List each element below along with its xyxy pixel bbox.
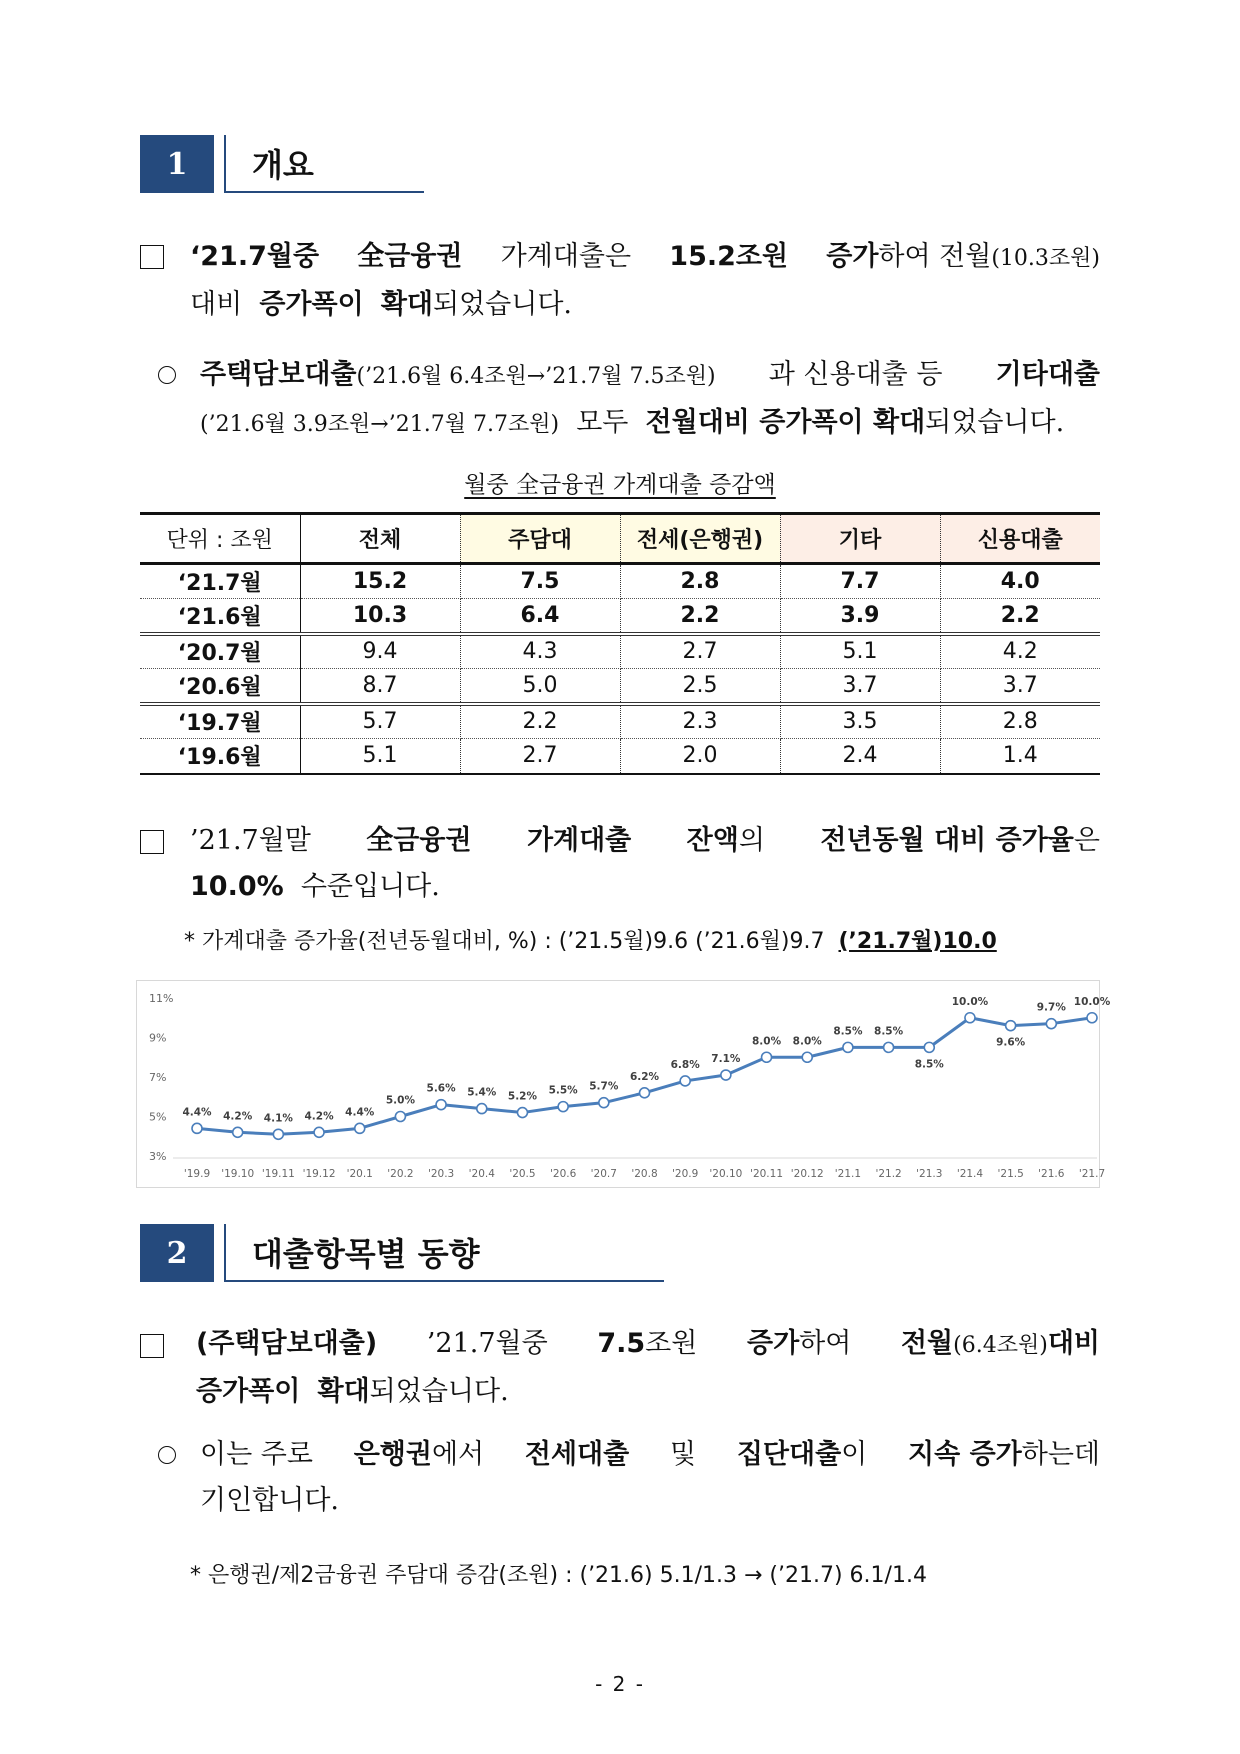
- data-point: [884, 1042, 894, 1052]
- y-tick-label: 5%: [149, 1110, 167, 1124]
- data-point: [843, 1042, 853, 1052]
- table-row: ‘21.7월 15.2 7.5 2.8 7.7 4.0: [140, 564, 1100, 599]
- data-point: [1087, 1013, 1097, 1023]
- data-point: [965, 1013, 975, 1023]
- data-point: [355, 1123, 365, 1133]
- paragraph-overview-1: ‘21.7월중 全금융권 가계대출은 15.2조원 증가하여 전월(10.3조원) 대비 증가폭이 확대되었습니다.: [190, 241, 1100, 320]
- data-label: 4.1%: [263, 1112, 293, 1125]
- section-2-heading: [140, 1224, 664, 1282]
- x-tick-label: '20.10: [709, 1168, 743, 1180]
- paragraph-overview-2: 주택담보대출(’21.6월 6.4조원→’21.7월 7.5조원) 과 신용대출 등 기타대출 (’21.6월 3.9조원→’21.7월 7.7조원) 모두 전월대비 증가폭이 확대되었습니다.: [200, 359, 1100, 438]
- data-label: 8.5%: [874, 1025, 904, 1038]
- data-point: [233, 1127, 243, 1137]
- data-label: 7.1%: [711, 1053, 741, 1066]
- data-point: [273, 1129, 283, 1139]
- data-label: 6.8%: [670, 1058, 700, 1071]
- y-tick-label: 7%: [149, 1071, 167, 1084]
- page-number: - 2 -: [595, 1672, 645, 1696]
- data-point: [477, 1104, 487, 1114]
- y-tick-label: 3%: [149, 1150, 167, 1163]
- mortgage-note: * 은행권/제2금융권 주담대 증감(조원) : (’21.6) 5.1/1.3 → (’21.7) 6.1/1.4: [190, 1563, 927, 1588]
- data-label: 8.5%: [914, 1058, 944, 1071]
- data-label: 5.7%: [589, 1080, 619, 1093]
- data-point: [640, 1088, 650, 1098]
- data-label: 4.4%: [345, 1106, 375, 1119]
- x-tick-label: '20.6: [550, 1168, 577, 1180]
- data-label: 8.5%: [833, 1025, 863, 1038]
- data-label: 10.0%: [951, 995, 989, 1008]
- x-tick-label: '20.8: [631, 1168, 658, 1180]
- data-label: 9.7%: [1036, 1001, 1066, 1014]
- data-label: 4.2%: [304, 1110, 334, 1123]
- data-label: 9.6%: [996, 1036, 1026, 1049]
- data-label: 5.5%: [548, 1084, 578, 1097]
- x-tick-label: '20.1: [346, 1168, 373, 1180]
- data-point: [924, 1042, 934, 1052]
- data-point: [192, 1123, 202, 1133]
- data-point: [721, 1070, 731, 1080]
- table-row: ‘19.7월 5.7 2.2 2.3 3.5 2.8: [140, 704, 1100, 739]
- table-header-jeonse: 전세(은행권): [620, 514, 780, 564]
- data-label: 8.0%: [751, 1035, 782, 1048]
- x-tick-label: '19.12: [302, 1168, 336, 1180]
- growth-rate-note: * 가계대출 증가율(전년동월대비, %) : (’21.5월)9.6 (’21.6월)9.7 (’21.7월)10.0: [184, 929, 997, 954]
- table-header-unit: 단위 : 조원: [140, 514, 300, 564]
- data-point: [802, 1052, 812, 1062]
- section-title: 대출항목별 동향: [252, 1235, 480, 1273]
- data-point: [680, 1076, 690, 1086]
- circle-bullet-icon: [158, 366, 176, 384]
- x-tick-label: '20.4: [468, 1168, 495, 1180]
- growth-rate-chart: [136, 980, 1111, 1188]
- section-number: 1: [140, 135, 214, 193]
- data-point: [599, 1098, 609, 1108]
- data-label: 10.0%: [1073, 995, 1111, 1008]
- table-header-credit: 신용대출: [940, 514, 1100, 564]
- x-tick-label: '20.11: [750, 1168, 784, 1180]
- x-tick-label: '20.5: [509, 1168, 536, 1180]
- x-tick-label: '21.1: [834, 1168, 862, 1180]
- x-tick-label: '19.10: [221, 1168, 255, 1180]
- chart-svg: [137, 981, 1111, 1187]
- data-label: 4.2%: [223, 1110, 253, 1123]
- circle-bullet-icon: [158, 1446, 176, 1464]
- table-row: ‘19.6월 5.1 2.7 2.0 2.4 1.4: [140, 739, 1100, 774]
- data-label: 8.0%: [792, 1035, 822, 1048]
- table-title: 월중 全금융권 가계대출 증감액: [464, 472, 776, 498]
- y-tick-label: 11%: [149, 992, 174, 1005]
- data-label: 5.4%: [467, 1086, 497, 1099]
- checkbox-square-icon: [140, 830, 164, 854]
- section-title: 개요: [252, 146, 314, 184]
- data-point: [558, 1102, 568, 1112]
- table-row: ‘21.6월 10.3 6.4 2.2 3.9 2.2: [140, 599, 1100, 634]
- y-tick-label: 9%: [149, 1031, 167, 1045]
- section-number: 2: [140, 1224, 214, 1282]
- x-tick-label: '19.9: [183, 1168, 211, 1180]
- x-tick-label: '21.3: [916, 1168, 943, 1180]
- data-label: 5.0%: [385, 1094, 415, 1107]
- checkbox-square-icon: [140, 245, 164, 269]
- paragraph-growth-rate: ’21.7월말 全금융권 가계대출 잔액의 전년동월 대비 증가율은 10.0% 수준입니다.: [190, 825, 1100, 902]
- data-point: [1046, 1019, 1056, 1029]
- data-point: [436, 1100, 446, 1110]
- table-header-mortgage: 주담대: [460, 514, 620, 564]
- x-tick-label: '20.12: [790, 1168, 824, 1180]
- x-tick-label: '20.9: [672, 1168, 699, 1180]
- x-tick-label: '20.2: [387, 1168, 414, 1180]
- data-point: [395, 1112, 405, 1122]
- x-tick-label: '20.3: [427, 1168, 455, 1180]
- x-tick-label: '21.6: [1038, 1168, 1065, 1180]
- x-tick-label: '21.2: [875, 1168, 902, 1180]
- x-tick-label: '20.7: [590, 1168, 617, 1180]
- data-label: 4.4%: [182, 1106, 212, 1119]
- table-row: ‘20.6월 8.7 5.0 2.5 3.7 3.7: [140, 669, 1100, 704]
- table-header-other: 기타: [780, 514, 940, 564]
- paragraph-mortgage: (주택담보대출) ’21.7월중 7.5조원 증가하여 전월(6.4조원)대비 증가폭이 확대되었습니다.: [196, 1328, 1100, 1407]
- checkbox-square-icon: [140, 1334, 164, 1358]
- data-point: [762, 1052, 772, 1062]
- data-label: 5.2%: [507, 1090, 538, 1103]
- paragraph-mortgage-reason: 이는 주로 은행권에서 전세대출 및 집단대출이 지속 증가하는데 기인합니다.: [200, 1439, 1100, 1516]
- x-tick-label: '21.5: [997, 1168, 1024, 1180]
- table-header-total: 전체: [300, 514, 460, 564]
- section-1-heading: [140, 135, 424, 193]
- data-label: 6.2%: [629, 1070, 660, 1083]
- loan-change-table: [140, 512, 1100, 775]
- data-point: [314, 1127, 324, 1137]
- data-label: 5.6%: [426, 1082, 456, 1095]
- table-row: ‘20.7월 9.4 4.3 2.7 5.1 4.2: [140, 634, 1100, 669]
- data-point: [517, 1108, 527, 1118]
- x-tick-label: '19.11: [261, 1168, 295, 1180]
- x-tick-label: '21.4: [956, 1168, 984, 1180]
- data-point: [1006, 1021, 1016, 1031]
- x-tick-label: '21.7: [1078, 1168, 1106, 1180]
